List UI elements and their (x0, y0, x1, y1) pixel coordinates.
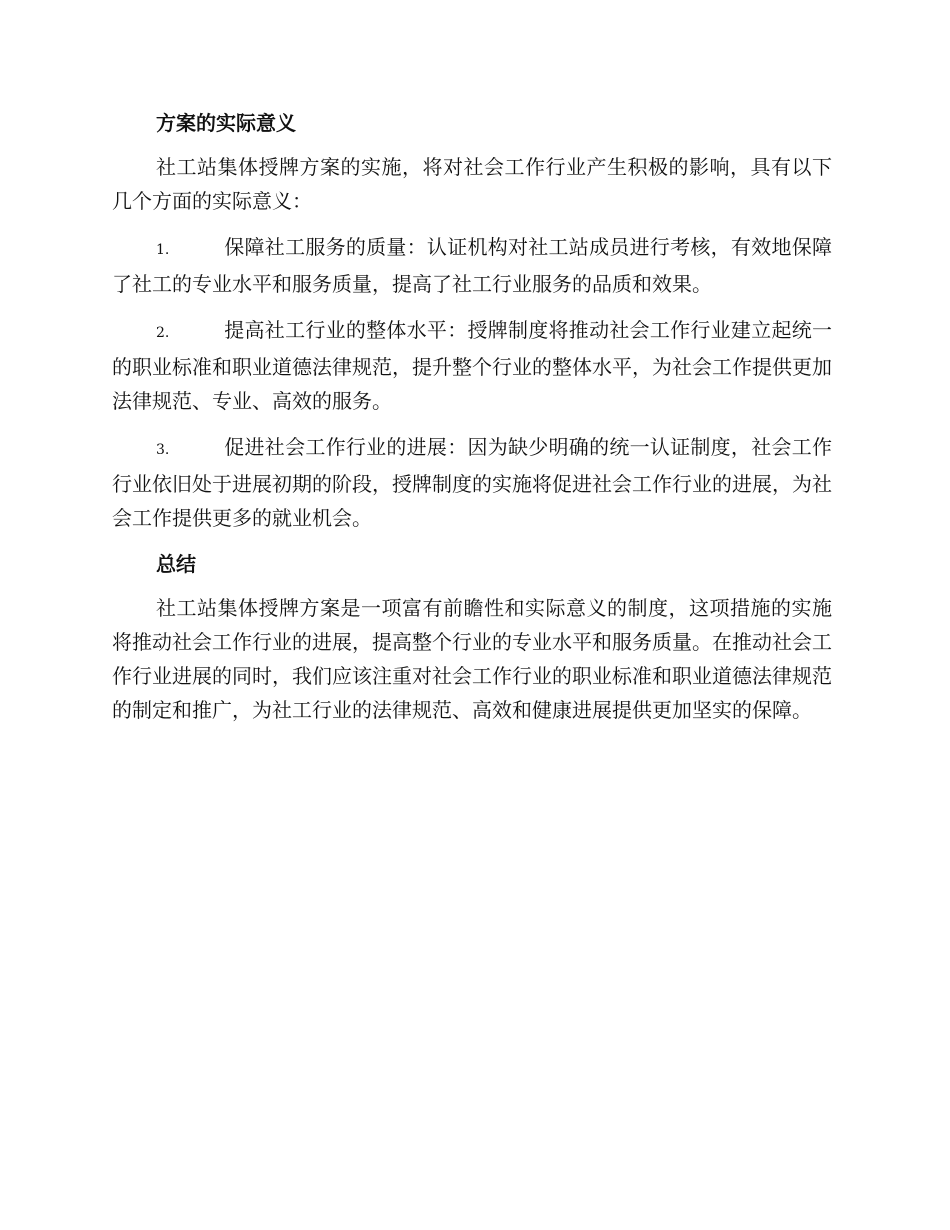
list-text-2: 提高社工行业的整体水平：授牌制度将推动社会工作行业建立起统一的职业标准和职业道德法律规范，提升整个行业的整体水平，为社会工作提供更加法律规范、专业、高效的服务。 (112, 318, 832, 413)
section-heading-significance: 方案的实际意义 (156, 111, 296, 135)
list-text-3: 促进社会工作行业的进展：因为缺少明确的统一认证制度，社会工作行业依旧处于进展初期的阶段，授牌制度的实施将促进社会工作行业的进展，为社会工作提供更多的就业机会。 (112, 435, 832, 530)
list-text-1: 保障社工服务的质量：认证机构对社工站成员进行考核，有效地保障了社工的专业水平和服务质量，提高了社工行业服务的品质和效果。 (112, 235, 832, 296)
list-number-1: 1. (156, 242, 170, 258)
document-content (112, 106, 832, 739)
list-item-1 (112, 230, 832, 301)
list-item-3 (112, 430, 832, 535)
list-number-3: 3. (156, 442, 170, 458)
intro-paragraph: 社工站集体授牌方案的实施，将对社会工作行业产生积极的影响，具有以下几个方面的实际意义： (112, 155, 832, 213)
list-item-2 (112, 313, 832, 418)
section-heading-summary: 总结 (156, 552, 196, 576)
summary-paragraph: 社工站集体授牌方案是一项富有前瞻性和实际意义的制度，这项措施的实施将推动社会工作行业的进展，提高整个行业的专业水平和服务质量。在推动社会工作行业进展的同时，我们应该注重对社会工作行业的职业标准和职业道德法律规范的制定和推广，为社工行业的法律规范、高效和健康进展提供更加坚实的保障。 (112, 596, 832, 722)
list-number-2: 2. (156, 325, 170, 341)
